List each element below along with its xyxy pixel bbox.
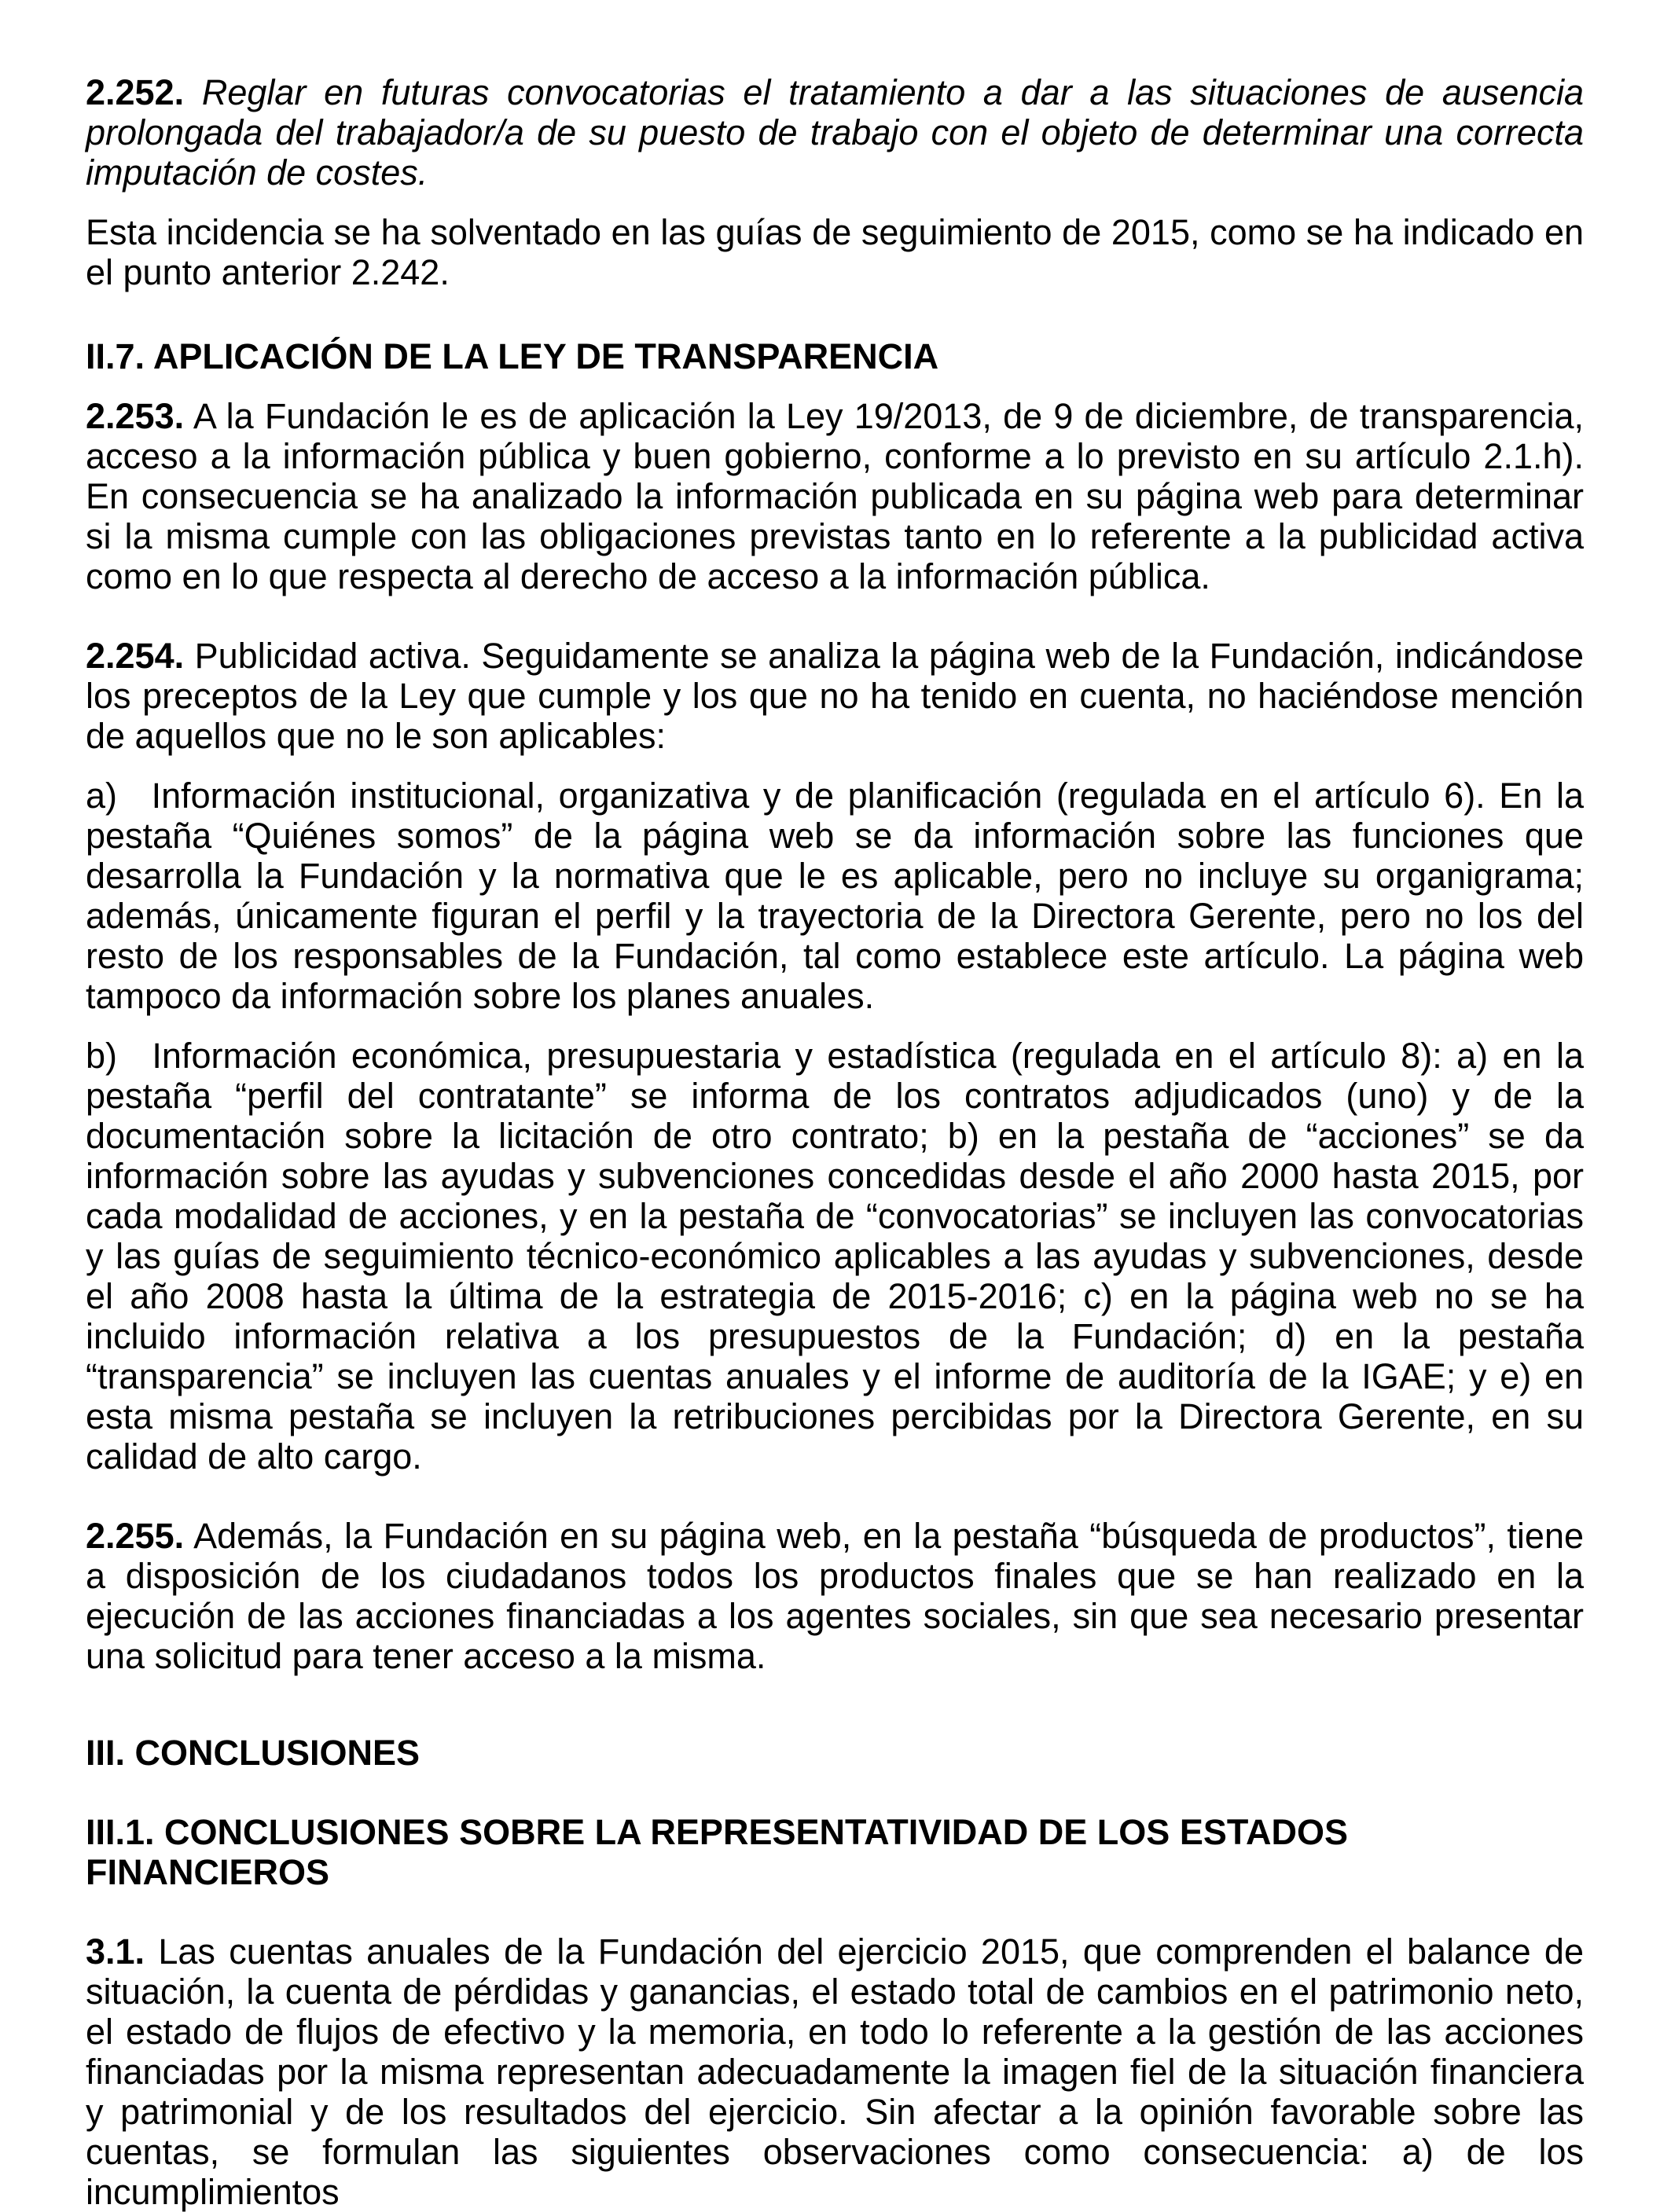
list-item-text: Información económica, presupuestaria y estadística (regulada en el artículo 8): a) en la pestaña “perfil del contratante” se informa de los contratos adjudicados (uno) y de la documentación sobre la licitación de otro contrato; b) en la pestaña de “acciones” se da información sobre las ayudas y subvenciones concedidas desde el año 2000 hasta 2015, por cada modalidad de acciones, y en la pestaña de “convocatorias” se incluyen las convocatorias y las guías de seguimiento técnico-económico aplicables a las ayudas y subvenciones, desde el año 2008 hasta la última de la estrategia de 2015-2016; c) en la página web no se ha incluido información relativa a los presupuestos de la Fundación; d) en la pestaña “transparencia” se incluyen las cuentas anuales y el informe de auditoría de la IGAE; y e) en esta misma pestaña se incluyen la retribuciones percibidas por la Directora Gerente, en su calidad de alto cargo. — [86, 1036, 1584, 1477]
paragraph-2-254 — [86, 636, 1584, 756]
paragraph-2-252-followup: Esta incidencia se ha solventado en las guías de seguimiento de 2015, como se ha indicado en el punto anterior 2.242. — [86, 212, 1584, 292]
paragraph-2-253 — [86, 396, 1584, 596]
paragraph-text: A la Fundación le es de aplicación la Ley 19/2013, de 9 de diciembre, de transparencia, acceso a la información pública y buen gobierno, conforme a lo previsto en su artículo 2.1.h). En consecuencia se ha analizado la información publicada en su página web para determinar si la misma cumple con las obligaciones previstas tanto en lo referente a la publicidad activa como en lo que respecta al derecho de acceso a la información pública. — [86, 396, 1585, 596]
paragraph-3-1 — [86, 1931, 1584, 2212]
list-item-text: Información institucional, organizativa y de planificación (regulada en el artículo 6). En la pestaña “Quiénes somos” de la página web se da información sobre las funciones que desarrolla la Fundación y la normativa que le es aplicable, pero no incluye su organigrama; además, únicamente figuran el perfil y la trayectoria de la Directora Gerente, pero no los del resto de los responsables de la Fundación, tal como establece este artículo. La página web tampoco da información sobre los planes anuales. — [86, 776, 1584, 1016]
paragraph-number: 3.1. — [86, 1931, 145, 1972]
paragraph-number: 2.255. — [86, 1516, 185, 1556]
paragraph-number: 2.254. — [86, 636, 185, 676]
paragraph-text: Además, la Fundación en su página web, en la pestaña “búsqueda de productos”, tiene a disposición de los ciudadanos todos los productos finales que se han realizado en la ejecución de las acciones financiadas a los agentes sociales, sin que sea necesario presentar una solicitud para tener acceso a la misma. — [86, 1516, 1584, 1676]
list-item-b — [86, 1036, 1584, 1477]
document-page — [86, 72, 1584, 2212]
paragraph-number: 2.252. — [86, 72, 185, 112]
paragraph-text: Las cuentas anuales de la Fundación del ejercicio 2015, que comprenden el balance de situación, la cuenta de pérdidas y ganancias, el estado total de cambios en el patrimonio neto, el estado de flujos de efectivo y la memoria, en todo lo referente a la gestión de las acciones financiadas por la misma representan adecuadamente la imagen fiel de la situación financiera y patrimonial y de los resultados del ejercicio. Sin afectar a la opinión favorable sobre las cuentas, se formulan las siguientes observaciones como consecuencia: a) de los incumplimientos — [86, 1931, 1584, 2212]
list-item-label: a) — [86, 776, 118, 816]
section-heading-iii: III. CONCLUSIONES — [86, 1733, 421, 1773]
paragraph-2-252 — [86, 72, 1584, 193]
paragraph-text: Reglar en futuras convocatorias el tratamiento a dar a las situaciones de ausencia prolongada del trabajador/a de su puesto de trabajo con el objeto de determinar una correcta imputación de costes. — [86, 72, 1584, 193]
list-item-a — [86, 776, 1584, 1016]
section-heading-iii-1: III.1. CONCLUSIONES SOBRE LA REPRESENTATIVIDAD DE LOS ESTADOS FINANCIEROS — [86, 1812, 1349, 1892]
list-item-label: b) — [86, 1036, 118, 1076]
paragraph-text: Publicidad activa. Seguidamente se analiza la página web de la Fundación, indicándose los preceptos de la Ley que cumple y los que no ha tenido en cuenta, no haciéndose mención de aquellos que no le son aplicables: — [86, 636, 1585, 756]
paragraph-2-255 — [86, 1516, 1584, 1676]
section-heading-ii-7: II.7. APLICACIÓN DE LA LEY DE TRANSPARENCIA — [86, 336, 939, 376]
paragraph-number: 2.253. — [86, 396, 185, 436]
